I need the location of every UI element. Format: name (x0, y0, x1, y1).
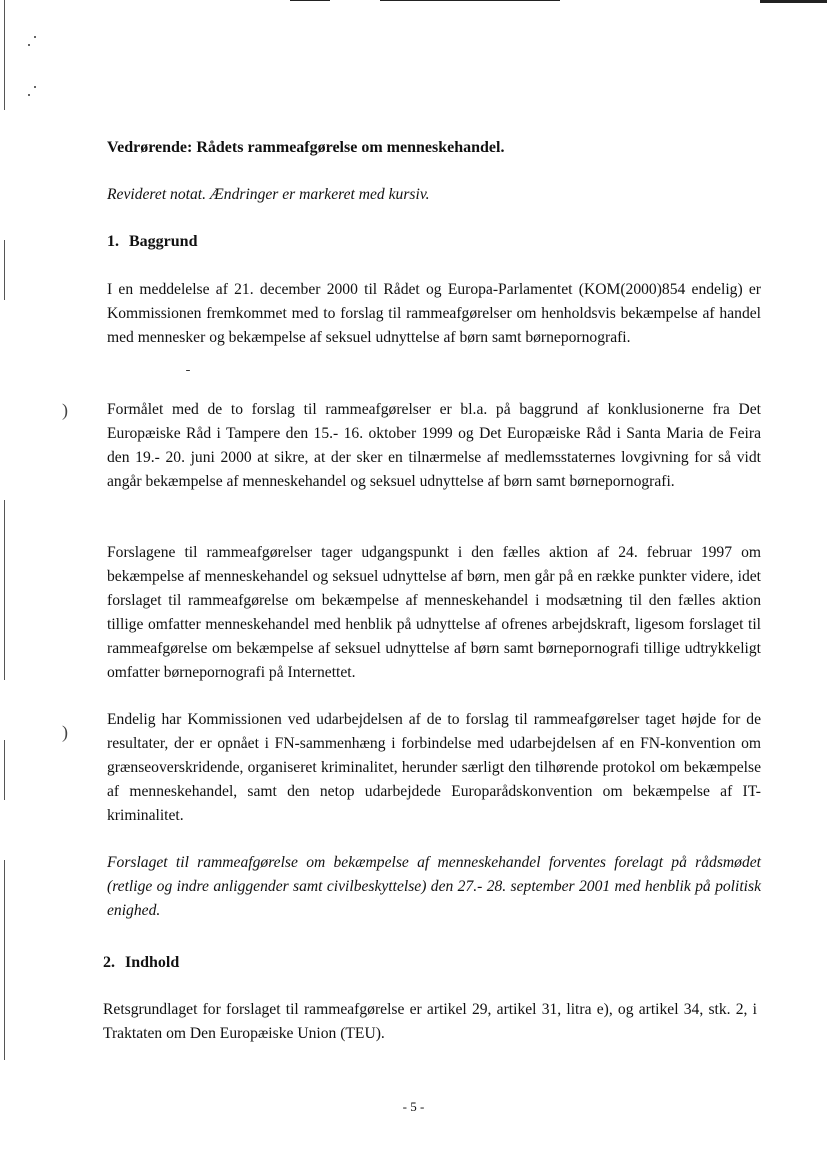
section-number: 2. (103, 954, 115, 971)
scan-speck (34, 36, 36, 38)
scan-edge-left (4, 500, 5, 680)
paragraph: Formålet med de to forslag til rammeafgørelser er bl.a. på baggrund af konklusionerne fra Det Europæiske Råd i Tampere den 15.- 16. oktober 1999 og Det Europæiske Råd i Santa Maria de Feira den 19.- 20. juni 2000 at sikre, at der sker en tilnærmelse af medlemsstaternes lovgivning for så vidt angår bekæmpelse af menneskehandel og seksuel udnyttelse af børn samt børnepornografi. (107, 401, 761, 490)
scan-edge-left (4, 0, 5, 110)
section-title: Baggrund (129, 233, 198, 250)
scan-speck (34, 86, 36, 88)
scan-edge-left (4, 740, 5, 800)
scan-speck (28, 94, 30, 96)
section-number: 1. (107, 233, 119, 250)
scan-speck (28, 44, 30, 46)
section-heading-2 (103, 951, 179, 975)
paragraph: Forslagene til rammeafgørelser tager udgangspunkt i den fælles aktion af 24. februar 1997 om bekæmpelse af menneskehandel og seksuel udnyttelse af børn, men går på en række punkter videre, idet forslaget til rammeafgørelse om bekæmpelse af menneskehandel i modsætning til den fælles aktion tillige omfatter menneskehandel med henblik på udnyttelse af ofrenes arbejdskraft, ligesom forslaget til rammeafgørelse om bekæmpelse af seksuel udnyttelse af børn samt børnepornografi tillige udtrykkeligt omfatter børnepornografi på Internettet. (107, 544, 761, 681)
scan-edge-left (4, 860, 5, 1060)
scan-edge-top (290, 0, 330, 1)
paragraph: I en meddelelse af 21. december 2000 til Rådet og Europa-Parlamentet (KOM(2000)854 endelig) er Kommissionen fremkommet med to forslag til rammeafgørelser om henholdsvis bekæmpelse af handel med mennesker og bekæmpelse af seksuel udnyttelse af børn samt børnepornografi. (107, 281, 761, 346)
scan-speck (186, 370, 190, 371)
document-title: Vedrørende: Rådets rammeafgørelse om menneskehandel. (107, 139, 505, 156)
scan-mark: ) (62, 722, 68, 742)
scan-edge-left (4, 240, 5, 300)
section-title: Indhold (125, 954, 180, 971)
scan-mark: ) (62, 400, 68, 420)
paragraph: Retsgrundlaget for forslaget til rammeafgørelse er artikel 29, artikel 31, litra e), og artikel 34, stk. 2, i Traktaten om Den Europæiske Union (TEU). (103, 1001, 757, 1042)
section-heading-1 (107, 230, 197, 254)
paragraph-revised: Forslaget til rammeafgørelse om bekæmpelse af menneskehandel forventes forelagt på rådsmødet (retlige og indre anliggender samt civilbeskyttelse) den 27.- 28. september 2001 med henblik på politisk enighed. (107, 854, 761, 919)
revised-note: Revideret notat. Ændringer er markeret med kursiv. (107, 186, 430, 203)
scan-edge-top (760, 0, 827, 3)
paragraph: Endelig har Kommissionen ved udarbejdelsen af de to forslag til rammeafgørelser taget højde for de resultater, der er opnået i FN-sammenhæng i forbindelse med udarbejdelsen af en FN-konvention om grænseoverskridende, organiseret kriminalitet, herunder særligt den tilhørende protokol om bekæmpelse af menneskehandel, samt den netop udarbejdede Europarådskonvention om bekæmpelse af IT-kriminalitet. (107, 711, 761, 824)
page-number: - 5 - (402, 1099, 425, 1114)
scan-edge-top (380, 0, 560, 1)
